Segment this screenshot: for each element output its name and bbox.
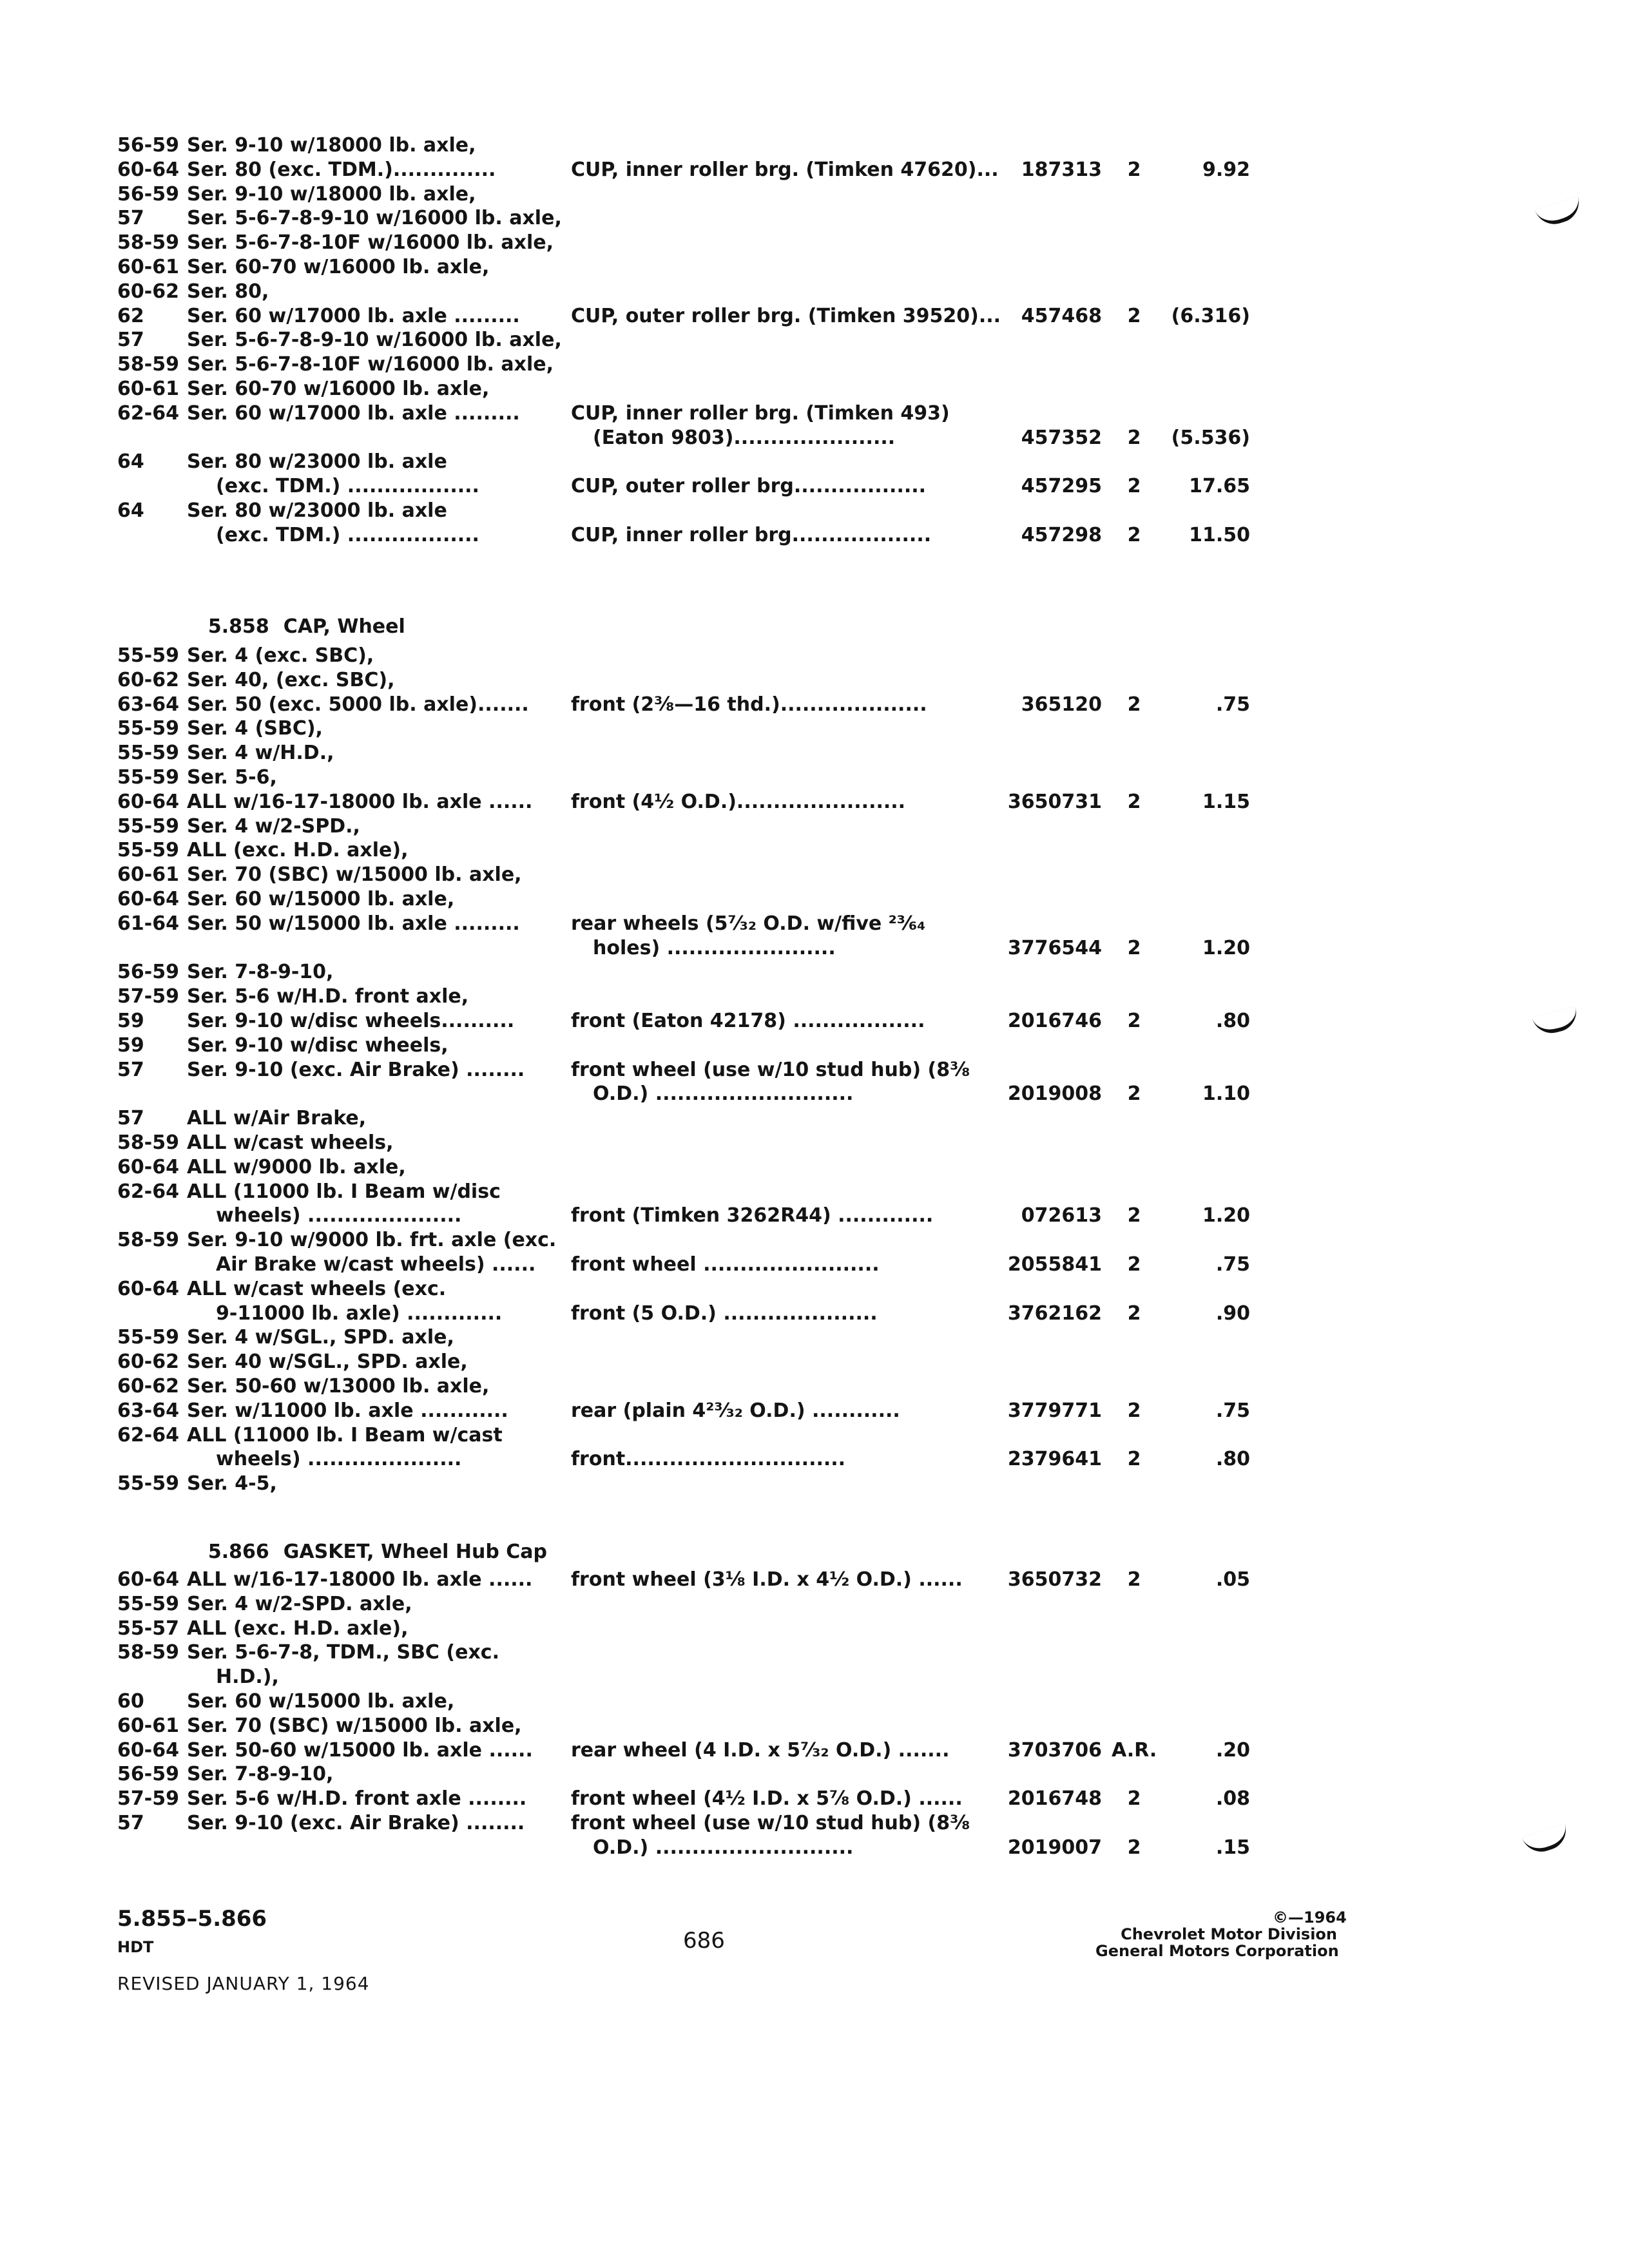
- binding-mark: [1532, 1006, 1581, 1037]
- application: Ser. 5-6-7-8-10F w/16000 lb. axle,: [187, 231, 554, 255]
- part-description: front (Timken 3262R44) .............: [571, 1204, 934, 1227]
- application: Ser. 80 w/23000 lb. axle: [187, 499, 447, 522]
- price: 1.15: [1202, 790, 1250, 813]
- price: (5.536): [1171, 426, 1250, 449]
- model-years: 62-64: [117, 1423, 179, 1446]
- quantity: 2: [1127, 475, 1141, 498]
- price: 1.20: [1202, 936, 1250, 959]
- part-description: front (4½ O.D.).......................: [571, 790, 906, 813]
- part-number: 457298: [1021, 523, 1102, 546]
- part-number: 2016746: [1007, 1010, 1102, 1032]
- price: .15: [1215, 1836, 1250, 1859]
- application: Air Brake w/cast wheels) ......: [216, 1253, 536, 1276]
- application: Ser. 70 (SBC) w/15000 lb. axle,: [187, 863, 522, 887]
- binding-mark: [1535, 196, 1584, 229]
- model-years: 58-59: [117, 1131, 179, 1154]
- quantity: 2: [1127, 1399, 1141, 1422]
- quantity: 2: [1127, 426, 1141, 449]
- application: Ser. 80,: [187, 280, 269, 303]
- model-years: 60-62: [117, 1350, 179, 1374]
- application: Ser. 50 w/15000 lb. axle .........: [187, 912, 520, 935]
- price: .05: [1215, 1568, 1250, 1591]
- application: Ser. 9-10 w/9000 lb. frt. axle (exc.: [187, 1229, 557, 1252]
- quantity: 2: [1127, 936, 1141, 959]
- application: wheels) .....................: [216, 1204, 462, 1227]
- quantity: 2: [1127, 1302, 1141, 1325]
- part-number: 457468: [1021, 304, 1102, 327]
- part-number: 2019008: [1007, 1082, 1102, 1106]
- model-years: 62: [117, 304, 144, 327]
- quantity: 2: [1127, 1082, 1141, 1106]
- quantity: 2: [1127, 1568, 1141, 1591]
- section-number: 5.858: [207, 615, 269, 638]
- application: H.D.),: [216, 1666, 279, 1689]
- model-years: 60-64: [117, 888, 179, 910]
- part-number: 3650731: [1007, 790, 1102, 813]
- section-heading: [195, 1518, 547, 1563]
- price: 17.65: [1189, 475, 1250, 498]
- part-number: 2016748: [1007, 1787, 1102, 1811]
- part-description: front wheel (4½ I.D. x 5⅞ O.D.) ......: [571, 1787, 963, 1811]
- application: Ser. 5-6 w/H.D. front axle ........: [187, 1787, 527, 1811]
- model-years: 55-59: [117, 742, 179, 765]
- model-years: 56-59: [117, 182, 179, 206]
- model-years: 57: [117, 207, 144, 230]
- quantity: 2: [1127, 158, 1141, 181]
- model-years: 56-59: [117, 961, 179, 984]
- price: .75: [1215, 693, 1250, 716]
- model-years: 60-64: [117, 790, 179, 813]
- application: Ser. 4 (SBC),: [187, 717, 323, 740]
- part-description: front wheel (3⅛ I.D. x 4½ O.D.) ......: [571, 1568, 963, 1591]
- application: 9-11000 lb. axle) .............: [216, 1302, 503, 1325]
- application: Ser. 9-10 w/disc wheels,: [187, 1033, 448, 1057]
- model-years: 64: [117, 450, 144, 474]
- price: .75: [1215, 1399, 1250, 1422]
- footer-range: 5.855–5.866: [117, 1906, 267, 1932]
- model-years: 55-59: [117, 1326, 179, 1349]
- part-description: front (2⅜—16 thd.)....................: [571, 693, 927, 716]
- model-years: 56-59: [117, 134, 179, 157]
- model-years: 63-64: [117, 693, 179, 716]
- part-description: CUP, inner roller brg. (Timken 47620)...: [571, 158, 999, 181]
- application: Ser. 60 w/15000 lb. axle,: [187, 1690, 455, 1713]
- part-number: 2055841: [1007, 1253, 1102, 1276]
- section-title: CAP, Wheel: [283, 615, 405, 638]
- price: .08: [1215, 1787, 1250, 1811]
- model-years: 62-64: [117, 401, 179, 425]
- section-number: 5.866: [207, 1541, 269, 1563]
- application: Ser. 5-6-7-8-10F w/16000 lb. axle,: [187, 353, 554, 376]
- application: Ser. 70 (SBC) w/15000 lb. axle,: [187, 1714, 522, 1737]
- application: Ser. 60 w/15000 lb. axle,: [187, 888, 455, 910]
- application: Ser. 4-5,: [187, 1472, 277, 1495]
- price: 11.50: [1189, 523, 1250, 546]
- application: ALL w/cast wheels (exc.: [187, 1277, 447, 1300]
- model-years: 58-59: [117, 353, 179, 376]
- application: Ser. 9-10 (exc. Air Brake) ........: [187, 1812, 525, 1834]
- part-description: CUP, outer roller brg. (Timken 39520)...: [571, 304, 1001, 327]
- part-description: rear wheel (4 I.D. x 5⁷⁄₃₂ O.D.) .......: [571, 1738, 950, 1762]
- application: Ser. 5-6-7-8-9-10 w/16000 lb. axle,: [187, 329, 562, 352]
- application: Ser. 40, (exc. SBC),: [187, 668, 395, 691]
- model-years: 57: [117, 1107, 144, 1130]
- part-description: front wheel (use w/10 stud hub) (8⅜: [571, 1058, 970, 1081]
- application: Ser. 4 w/2-SPD. axle,: [187, 1592, 412, 1615]
- application: wheels) .....................: [216, 1448, 462, 1471]
- price: (6.316): [1171, 304, 1250, 327]
- application: Ser. 4 w/H.D.,: [187, 742, 334, 765]
- quantity: 2: [1127, 1836, 1141, 1859]
- quantity: 2: [1127, 304, 1141, 327]
- application: (exc. TDM.) ..................: [216, 475, 479, 498]
- price: .80: [1215, 1010, 1250, 1032]
- quantity: 2: [1127, 523, 1141, 546]
- part-number: 2019007: [1007, 1836, 1102, 1859]
- model-years: 57: [117, 1812, 144, 1834]
- price: 9.92: [1202, 158, 1250, 181]
- model-years: 63-64: [117, 1399, 179, 1422]
- footer-division: Chevrolet Motor Division: [1121, 1925, 1337, 1943]
- model-years: 60-64: [117, 1155, 179, 1178]
- part-description: O.D.) ...........................: [593, 1082, 854, 1106]
- application: ALL w/16-17-18000 lb. axle ......: [187, 790, 533, 813]
- part-description: CUP, inner roller brg. (Timken 493): [571, 401, 950, 425]
- application: Ser. 50-60 w/15000 lb. axle ......: [187, 1738, 533, 1762]
- model-years: 60: [117, 1690, 144, 1713]
- part-description: CUP, inner roller brg...................: [571, 523, 932, 546]
- section-title: GASKET, Wheel Hub Cap: [283, 1541, 548, 1563]
- application: ALL (exc. H.D. axle),: [187, 1617, 409, 1640]
- application: ALL (11000 lb. I Beam w/cast: [187, 1423, 503, 1446]
- application: Ser. 5-6,: [187, 766, 277, 789]
- price: .75: [1215, 1253, 1250, 1276]
- application: Ser. 7-8-9-10,: [187, 1763, 334, 1786]
- model-years: 59: [117, 1010, 144, 1032]
- model-years: 57-59: [117, 1787, 179, 1811]
- price: 1.20: [1202, 1204, 1250, 1227]
- part-description: front (Eaton 42178) ..................: [571, 1010, 925, 1032]
- model-years: 57-59: [117, 985, 179, 1008]
- quantity: 2: [1127, 1010, 1141, 1032]
- part-description: front wheel ........................: [571, 1253, 880, 1276]
- part-number: 2379641: [1007, 1448, 1102, 1471]
- application: Ser. 60-70 w/16000 lb. axle,: [187, 378, 490, 400]
- model-years: 60-61: [117, 378, 179, 400]
- model-years: 56-59: [117, 1763, 179, 1786]
- model-years: 60-62: [117, 1375, 179, 1398]
- price: 1.10: [1202, 1082, 1250, 1106]
- part-description: rear (plain 4²³⁄₃₂ O.D.) ............: [571, 1399, 900, 1422]
- application: Ser. 50-60 w/13000 lb. axle,: [187, 1375, 490, 1398]
- application: Ser. 9-10 w/18000 lb. axle,: [187, 182, 476, 206]
- quantity: A.R.: [1112, 1738, 1157, 1762]
- model-years: 55-59: [117, 644, 179, 667]
- model-years: 55-59: [117, 839, 179, 862]
- part-description: front..............................: [571, 1448, 846, 1471]
- application: (exc. TDM.) ..................: [216, 523, 479, 546]
- part-description: front wheel (use w/10 stud hub) (8⅜: [571, 1812, 970, 1834]
- application: Ser. 4 (exc. SBC),: [187, 644, 374, 667]
- part-number: 3762162: [1007, 1302, 1102, 1325]
- model-years: 58-59: [117, 231, 179, 255]
- part-number: 187313: [1021, 158, 1102, 181]
- price: .90: [1215, 1302, 1250, 1325]
- model-years: 55-59: [117, 1472, 179, 1495]
- part-number: 457295: [1021, 475, 1102, 498]
- part-description: front (5 O.D.) .....................: [571, 1302, 878, 1325]
- application: Ser. 9-10 w/18000 lb. axle,: [187, 134, 476, 157]
- application: Ser. 5-6-7-8, TDM., SBC (exc.: [187, 1641, 499, 1664]
- application: ALL w/Air Brake,: [187, 1107, 367, 1130]
- model-years: 59: [117, 1033, 144, 1057]
- part-number: 3703706: [1007, 1738, 1102, 1762]
- quantity: 2: [1127, 1204, 1141, 1227]
- model-years: 60-64: [117, 1568, 179, 1591]
- model-years: 60-64: [117, 1738, 179, 1762]
- application: Ser. 5-6 w/H.D. front axle,: [187, 985, 469, 1008]
- model-years: 55-59: [117, 717, 179, 740]
- price: .80: [1215, 1448, 1250, 1471]
- binding-mark: [1522, 1823, 1571, 1857]
- model-years: 55-57: [117, 1617, 179, 1640]
- model-years: 64: [117, 499, 144, 522]
- page-number: 686: [683, 1928, 725, 1954]
- application: ALL (11000 lb. I Beam w/disc: [187, 1180, 501, 1203]
- part-number: 3650732: [1007, 1568, 1102, 1591]
- part-description: (Eaton 9803)......................: [593, 426, 896, 449]
- model-years: 55-59: [117, 1592, 179, 1615]
- price: .20: [1215, 1738, 1250, 1762]
- model-years: 60-61: [117, 863, 179, 887]
- footer-corporation: General Motors Corporation: [1095, 1942, 1339, 1960]
- model-years: 60-64: [117, 1277, 179, 1300]
- application: Ser. 40 w/SGL., SPD. axle,: [187, 1350, 468, 1374]
- application: ALL w/16-17-18000 lb. axle ......: [187, 1568, 533, 1591]
- part-number: 072613: [1021, 1204, 1102, 1227]
- part-number: 3779771: [1007, 1399, 1102, 1422]
- model-years: 60-62: [117, 280, 179, 303]
- application: Ser. 80 (exc. TDM.)..............: [187, 158, 496, 181]
- application: Ser. 7-8-9-10,: [187, 961, 334, 984]
- application: Ser. 60 w/17000 lb. axle .........: [187, 401, 520, 425]
- model-years: 57: [117, 1058, 144, 1081]
- quantity: 2: [1127, 790, 1141, 813]
- application: Ser. w/11000 lb. axle ............: [187, 1399, 508, 1422]
- model-years: 55-59: [117, 766, 179, 789]
- application: Ser. 60 w/17000 lb. axle .........: [187, 304, 520, 327]
- quantity: 2: [1127, 1253, 1141, 1276]
- footer-code: HDT: [117, 1938, 154, 1956]
- model-years: 58-59: [117, 1229, 179, 1252]
- quantity: 2: [1127, 693, 1141, 716]
- model-years: 60-61: [117, 1714, 179, 1737]
- part-description: holes) .......................: [593, 936, 836, 959]
- application: ALL (exc. H.D. axle),: [187, 839, 409, 862]
- quantity: 2: [1127, 1448, 1141, 1471]
- application: Ser. 9-10 w/disc wheels..........: [187, 1010, 515, 1032]
- application: ALL w/cast wheels,: [187, 1131, 394, 1154]
- footer-copyright: ©—1964: [1273, 1908, 1347, 1927]
- part-number: 3776544: [1007, 936, 1102, 959]
- application: Ser. 80 w/23000 lb. axle: [187, 450, 447, 474]
- application: ALL w/9000 lb. axle,: [187, 1155, 406, 1178]
- application: Ser. 5-6-7-8-9-10 w/16000 lb. axle,: [187, 207, 562, 230]
- footer-revised: REVISED JANUARY 1, 1964: [117, 1973, 370, 1994]
- application: Ser. 50 (exc. 5000 lb. axle).......: [187, 693, 529, 716]
- model-years: 55-59: [117, 814, 179, 838]
- part-number: 365120: [1021, 693, 1102, 716]
- application: Ser. 9-10 (exc. Air Brake) ........: [187, 1058, 525, 1081]
- application: Ser. 4 w/2-SPD.,: [187, 814, 360, 838]
- part-description: CUP, outer roller brg..................: [571, 475, 927, 498]
- quantity: 2: [1127, 1787, 1141, 1811]
- model-years: 61-64: [117, 912, 179, 935]
- model-years: 62-64: [117, 1180, 179, 1203]
- model-years: 60-64: [117, 158, 179, 181]
- part-number: 457352: [1021, 426, 1102, 449]
- application: Ser. 60-70 w/16000 lb. axle,: [187, 256, 490, 278]
- model-years: 60-62: [117, 668, 179, 691]
- model-years: 60-61: [117, 256, 179, 278]
- model-years: 57: [117, 329, 144, 352]
- part-description: O.D.) ...........................: [593, 1836, 854, 1859]
- section-heading: [195, 593, 405, 638]
- model-years: 58-59: [117, 1641, 179, 1664]
- application: Ser. 4 w/SGL., SPD. axle,: [187, 1326, 454, 1349]
- part-description: rear wheels (5⁷⁄₃₂ O.D. w/five ²³⁄₆₄: [571, 912, 926, 935]
